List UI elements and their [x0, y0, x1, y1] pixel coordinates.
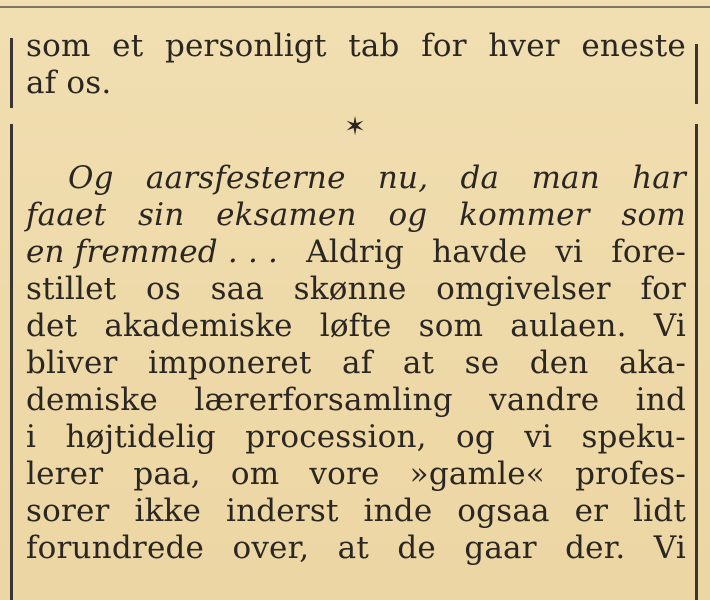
word: ogsaa	[457, 493, 550, 529]
italic-phrase: en fremmed . . .	[26, 234, 279, 270]
word: Aldrig	[306, 234, 405, 270]
word: Vi	[653, 308, 686, 344]
text-line	[26, 65, 686, 102]
word: os	[145, 271, 181, 307]
word: forundrede	[26, 530, 205, 566]
text-line	[26, 345, 686, 382]
word: aka-	[618, 345, 686, 381]
word: de	[397, 530, 436, 566]
word: da	[460, 160, 500, 196]
word: vore	[309, 456, 380, 492]
word: og	[456, 419, 495, 455]
text-line	[26, 28, 686, 65]
word: over,	[232, 530, 310, 566]
word: ind	[635, 382, 686, 418]
word: se	[464, 345, 500, 381]
word: lærerforsamling	[194, 382, 453, 418]
text-line	[26, 493, 686, 530]
word: som	[418, 308, 484, 344]
word: sin	[137, 197, 185, 233]
word: det	[26, 308, 78, 344]
word: for	[421, 28, 467, 64]
word: og	[388, 197, 428, 233]
word: Og	[68, 160, 114, 196]
right-column-rule	[695, 44, 698, 104]
text-line	[26, 197, 686, 234]
word: aarsfesterne	[145, 160, 346, 196]
text-line	[26, 382, 686, 419]
word: faaet	[26, 197, 107, 233]
word: at	[402, 345, 435, 381]
word: et	[112, 28, 144, 64]
word: Vi	[653, 530, 686, 566]
word: gaar	[464, 530, 537, 566]
word: akademiske	[104, 308, 293, 344]
text-line	[26, 160, 686, 197]
word: at	[337, 530, 369, 566]
word: i	[26, 419, 37, 455]
word: vandre	[489, 382, 600, 418]
word: profes-	[575, 456, 686, 492]
word: »gamle«	[409, 456, 545, 492]
word: tab	[348, 28, 400, 64]
right-column-rule	[695, 124, 698, 600]
word: stillet	[26, 271, 117, 307]
word: vi	[524, 419, 553, 455]
paragraph-1	[26, 28, 686, 102]
word: for	[640, 271, 686, 307]
word: som	[621, 197, 686, 233]
word: nu,	[377, 160, 429, 196]
word: inderst	[225, 493, 339, 529]
word: der.	[565, 530, 626, 566]
word: af	[26, 65, 57, 101]
word: bliver	[26, 345, 118, 381]
paragraph-2	[26, 160, 686, 567]
word: løfte	[319, 308, 392, 344]
word: speku-	[581, 419, 686, 455]
word: hver	[488, 28, 560, 64]
word: personligt	[164, 28, 327, 64]
word: os.	[66, 65, 112, 101]
word: eneste	[581, 28, 686, 64]
left-column-rule	[10, 124, 13, 600]
text-line	[26, 234, 686, 271]
word: lerer	[26, 456, 104, 492]
text-line	[26, 308, 686, 345]
word: fore-	[611, 234, 686, 270]
text-line	[26, 419, 686, 456]
word: omgivelser	[436, 271, 611, 307]
text-line	[26, 530, 686, 567]
separator-asterisk: ✶	[344, 112, 366, 142]
word: har	[632, 160, 686, 196]
text-line	[26, 271, 686, 308]
word: man	[531, 160, 600, 196]
word: om	[230, 456, 280, 492]
word: paa,	[133, 456, 201, 492]
word: aulaen.	[510, 308, 627, 344]
word: vi	[555, 234, 584, 270]
word: eksamen	[216, 197, 357, 233]
word: procession,	[245, 419, 427, 455]
word: demiske	[26, 382, 158, 418]
word: inde	[363, 493, 433, 529]
word: af	[342, 345, 373, 381]
word: imponeret	[148, 345, 312, 381]
text-line	[26, 456, 686, 493]
word: ikke	[134, 493, 202, 529]
word: havde	[432, 234, 528, 270]
word: kommer	[459, 197, 590, 233]
word: sorer	[26, 493, 110, 529]
word: som	[26, 28, 91, 64]
word: saa	[210, 271, 265, 307]
top-column-rule	[0, 6, 710, 8]
left-column-rule	[10, 38, 13, 108]
word: lidt	[633, 493, 686, 529]
word: er	[574, 493, 609, 529]
word: den	[529, 345, 589, 381]
word: skønne	[293, 271, 407, 307]
word: højtidelig	[65, 419, 216, 455]
